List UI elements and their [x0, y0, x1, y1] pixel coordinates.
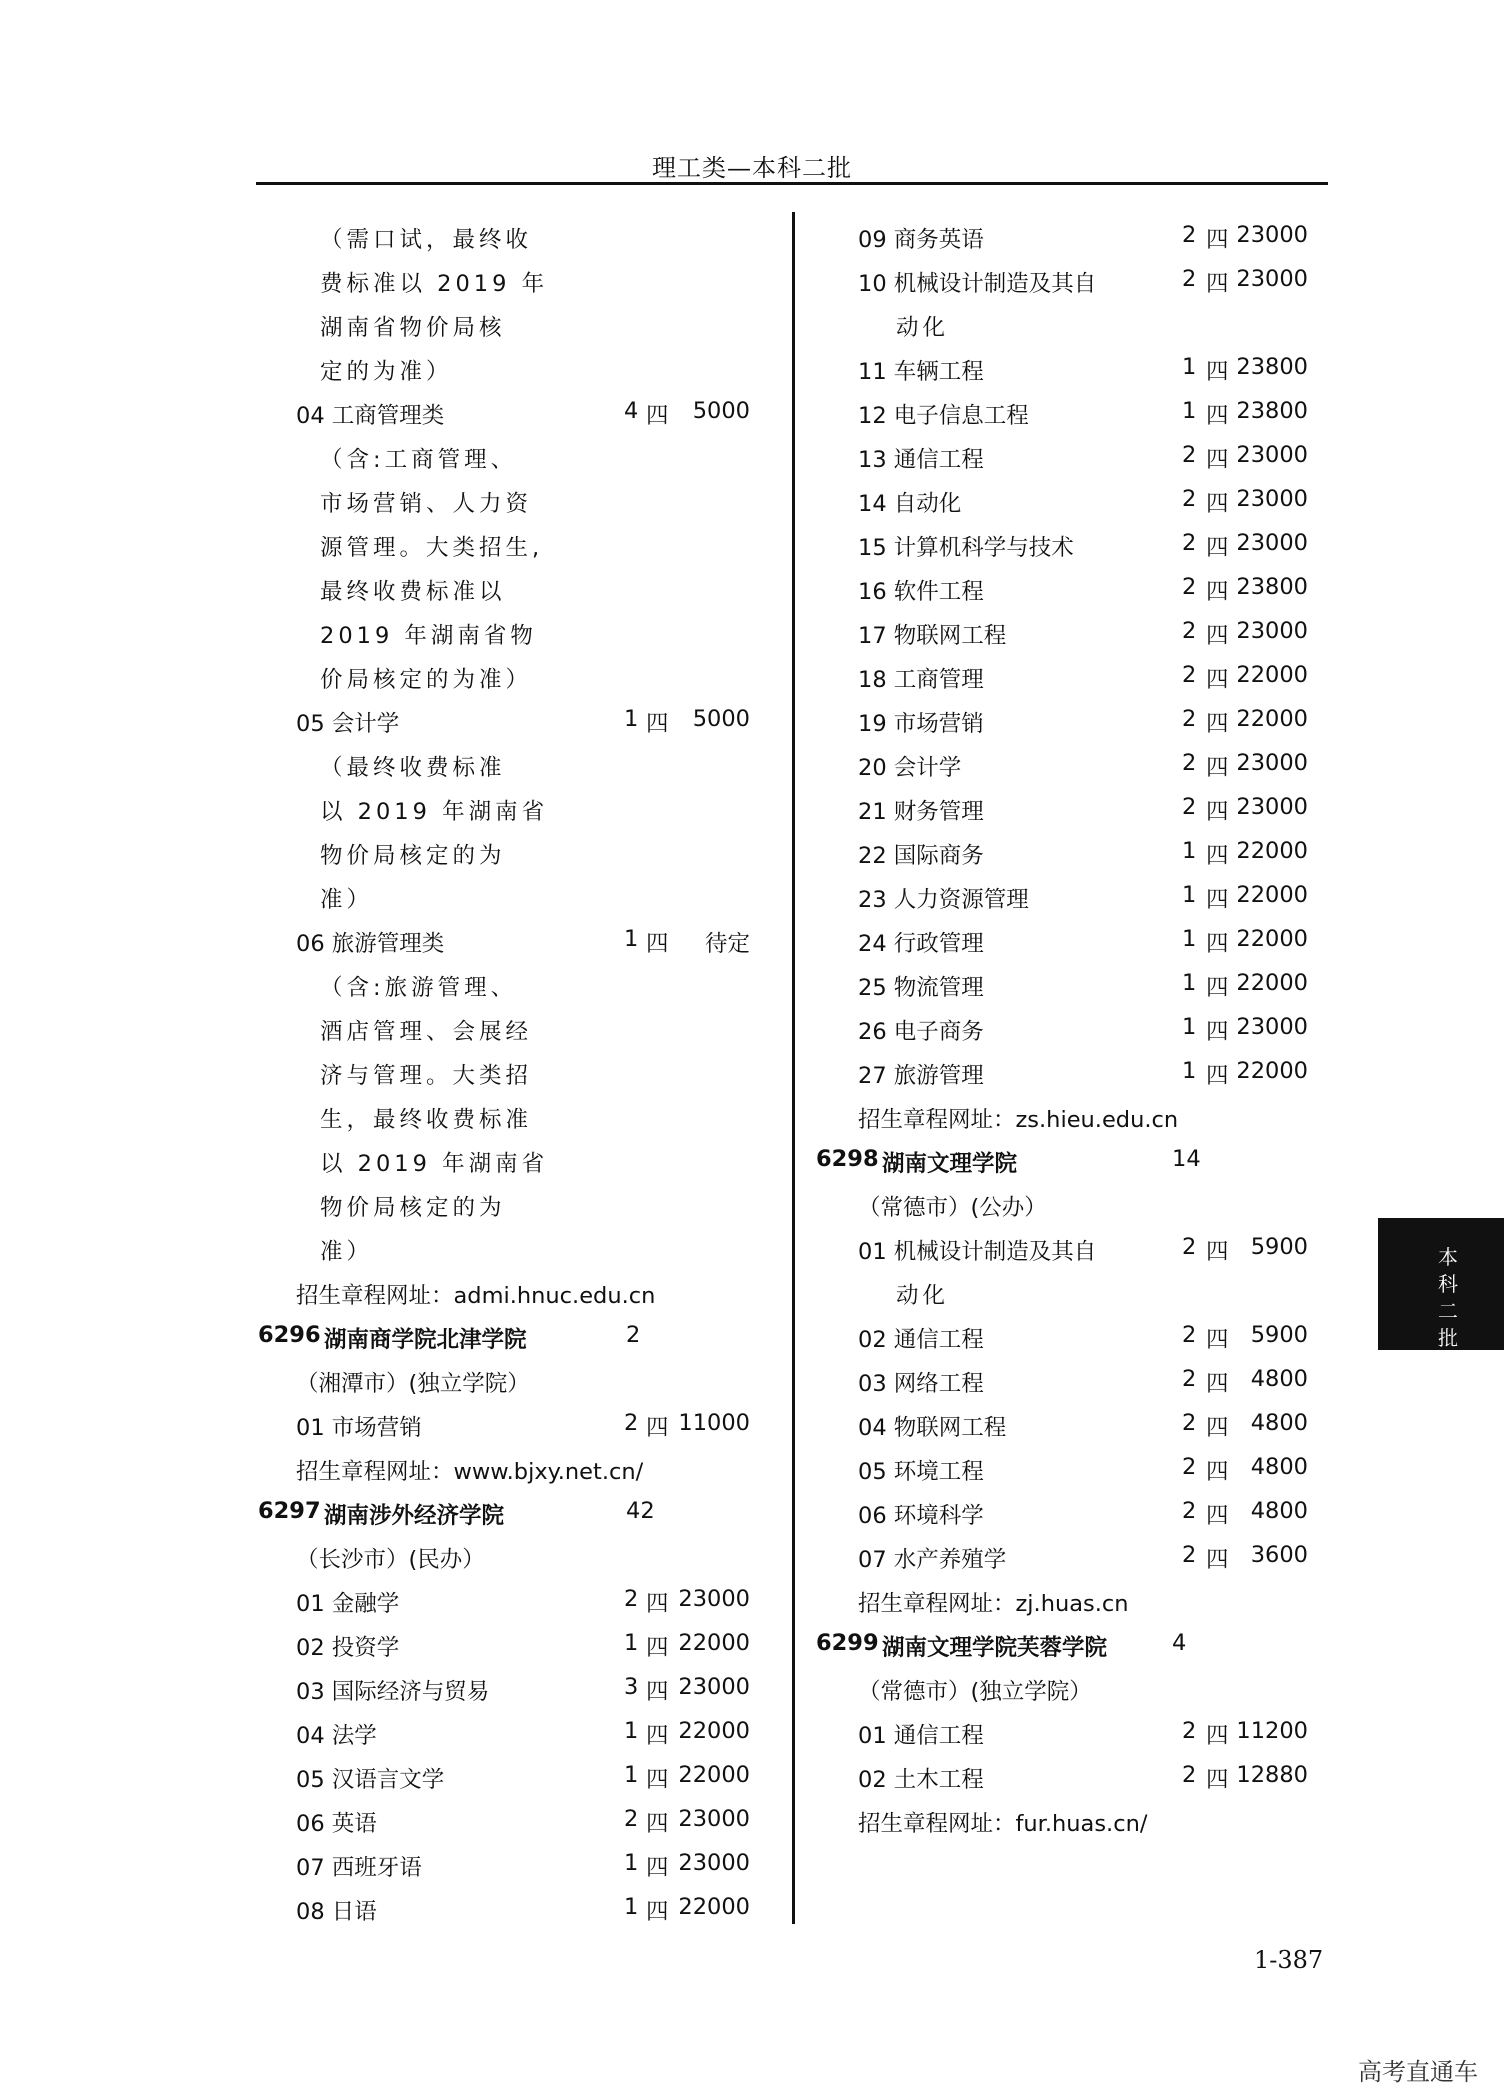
plan-count: 2: [1182, 1410, 1197, 1436]
major-name: 01 机械设计制造及其自: [858, 1239, 1097, 1265]
tuition-fee: 23000: [1236, 618, 1308, 644]
major-row: [818, 1708, 1318, 1752]
note-text: （需口试，最终收: [320, 227, 533, 253]
study-years: 四: [1206, 887, 1229, 913]
major-row: [258, 1708, 758, 1752]
study-years: 四: [1206, 227, 1229, 253]
plan-count: 1: [1182, 354, 1197, 380]
side-tab-label: 本科二批: [1438, 1245, 1458, 1350]
note-text: 定的为准）: [320, 359, 453, 385]
major-name: 12 电子信息工程: [858, 403, 1029, 429]
college-name: 湖南文理学院: [882, 1151, 1018, 1177]
major-name: 01 通信工程: [858, 1723, 984, 1749]
note-text: 以 2019 年湖南省: [320, 799, 549, 825]
text-row: [818, 1180, 1318, 1224]
tuition-fee: 22000: [678, 1894, 750, 1920]
major-name: 04 物联网工程: [858, 1415, 1007, 1441]
major-name: 05 会计学: [296, 711, 400, 737]
plan-count: 1: [624, 926, 639, 952]
study-years: 四: [1206, 1723, 1229, 1749]
tuition-fee: 11200: [1236, 1718, 1308, 1744]
tuition-fee: 22000: [1236, 706, 1308, 732]
college-plan-total: 14: [1172, 1146, 1201, 1172]
plan-count: 2: [1182, 618, 1197, 644]
tuition-fee: 23800: [1236, 398, 1308, 424]
major-row: [258, 1620, 758, 1664]
study-years: 四: [1206, 1415, 1229, 1441]
college-code: 6298: [816, 1146, 879, 1172]
major-name: 14 自动化: [858, 491, 962, 517]
note-text: （含:旅游管理、: [320, 975, 518, 1001]
text-row: [258, 652, 758, 696]
plan-count: 1: [624, 1718, 639, 1744]
text-row: [258, 564, 758, 608]
tuition-fee: 待定: [704, 931, 750, 957]
plan-count: 1: [1182, 970, 1197, 996]
text-row: [818, 300, 1318, 344]
major-name: 11 车辆工程: [858, 359, 984, 385]
plan-count: 2: [1182, 1366, 1197, 1392]
study-years: 四: [1206, 1239, 1229, 1265]
tuition-fee: 22000: [678, 1718, 750, 1744]
major-row: [258, 388, 758, 432]
plan-count: 1: [624, 1762, 639, 1788]
tuition-fee: 23800: [1236, 574, 1308, 600]
major-name: 16 软件工程: [858, 579, 984, 605]
major-row: [258, 1400, 758, 1444]
major-name: 04 工商管理类: [296, 403, 445, 429]
study-years: 四: [1206, 931, 1229, 957]
text-row: [258, 1136, 758, 1180]
major-name: 02 投资学: [296, 1635, 400, 1661]
tuition-fee: 22000: [1236, 970, 1308, 996]
note-text: 生，最终收费标准: [320, 1107, 533, 1133]
plan-count: 2: [1182, 706, 1197, 732]
text-row: [258, 784, 758, 828]
study-years: 四: [1206, 1767, 1229, 1793]
text-row: [258, 520, 758, 564]
left-column: [258, 212, 758, 1928]
major-name: 15 计算机科学与技术: [858, 535, 1074, 561]
college-location: （长沙市）(民办）: [296, 1547, 485, 1573]
major-name: 13 通信工程: [858, 447, 984, 473]
text-row: [258, 960, 758, 1004]
study-years: 四: [646, 931, 669, 957]
study-years: 四: [1206, 491, 1229, 517]
major-name: 05 环境工程: [858, 1459, 984, 1485]
tuition-fee: 23000: [1236, 794, 1308, 820]
note-text: 准）: [320, 887, 374, 913]
text-row: [258, 1180, 758, 1224]
college-location: （湘潭市）(独立学院）: [296, 1371, 530, 1397]
text-row: [258, 476, 758, 520]
plan-count: 2: [1182, 530, 1197, 556]
college-location: （常德市）(独立学院）: [858, 1679, 1092, 1705]
plan-count: 2: [1182, 794, 1197, 820]
college-code: 6296: [258, 1322, 321, 1348]
tuition-fee: 23000: [1236, 1014, 1308, 1040]
tuition-fee: 5000: [692, 398, 750, 424]
major-name: 22 国际商务: [858, 843, 984, 869]
study-years: 四: [1206, 623, 1229, 649]
note-text: 物价局核定的为: [320, 1195, 506, 1221]
college-code: 6299: [816, 1630, 879, 1656]
major-name: 04 法学: [296, 1723, 377, 1749]
college-code: 6297: [258, 1498, 321, 1524]
major-row: [818, 212, 1318, 256]
admission-url: 招生章程网址：fur.huas.cn/: [858, 1811, 1148, 1837]
study-years: 四: [646, 1723, 669, 1749]
college-row: [818, 1136, 1318, 1180]
major-name: 17 物联网工程: [858, 623, 1007, 649]
note-text: （含:工商管理、: [320, 447, 518, 473]
major-row: [818, 388, 1318, 432]
plan-count: 2: [624, 1806, 639, 1832]
major-name: 02 通信工程: [858, 1327, 984, 1353]
text-row: [818, 1268, 1318, 1312]
text-row: [258, 344, 758, 388]
tuition-fee: 4800: [1250, 1454, 1308, 1480]
tuition-fee: 23800: [1236, 354, 1308, 380]
study-years: 四: [646, 1855, 669, 1881]
tuition-fee: 23000: [678, 1674, 750, 1700]
text-row: [258, 740, 758, 784]
major-name: 06 环境科学: [858, 1503, 984, 1529]
column-divider: [792, 212, 795, 1924]
study-years: 四: [646, 1767, 669, 1793]
plan-count: 2: [1182, 486, 1197, 512]
study-years: 四: [1206, 667, 1229, 693]
major-row: [818, 344, 1318, 388]
text-row: [818, 1796, 1318, 1840]
tuition-fee: 22000: [1236, 662, 1308, 688]
major-name: 02 土木工程: [858, 1767, 984, 1793]
major-name: 24 行政管理: [858, 931, 984, 957]
major-name: 08 日语: [296, 1899, 377, 1925]
plan-count: 1: [1182, 926, 1197, 952]
note-text: 动化: [896, 1283, 950, 1309]
study-years: 四: [1206, 1327, 1229, 1353]
side-tab: [1378, 1218, 1504, 1350]
note-text: 动化: [896, 315, 950, 341]
major-name: 09 商务英语: [858, 227, 984, 253]
tuition-fee: 23000: [1236, 750, 1308, 776]
major-row: [818, 696, 1318, 740]
text-row: [818, 1664, 1318, 1708]
text-row: [818, 1576, 1318, 1620]
major-name: 19 市场营销: [858, 711, 984, 737]
text-row: [258, 300, 758, 344]
study-years: 四: [646, 1591, 669, 1617]
plan-count: 1: [1182, 838, 1197, 864]
major-row: [258, 1752, 758, 1796]
major-name: 03 网络工程: [858, 1371, 984, 1397]
major-name: 20 会计学: [858, 755, 962, 781]
admission-url: 招生章程网址：zs.hieu.edu.cn: [858, 1107, 1179, 1133]
college-plan-total: 42: [626, 1498, 655, 1524]
college-name: 湖南商学院北津学院: [324, 1327, 527, 1353]
admission-url: 招生章程网址：www.bjxy.net.cn/: [296, 1459, 644, 1485]
study-years: 四: [646, 1635, 669, 1661]
tuition-fee: 23000: [678, 1850, 750, 1876]
study-years: 四: [646, 1415, 669, 1441]
college-plan-total: 2: [626, 1322, 641, 1348]
major-name: 27 旅游管理: [858, 1063, 984, 1089]
text-row: [258, 828, 758, 872]
watermark: 高考直通车: [1358, 2058, 1478, 2086]
college-plan-total: 4: [1172, 1630, 1187, 1656]
major-row: [818, 1312, 1318, 1356]
tuition-fee: 5000: [692, 706, 750, 732]
text-row: [818, 1092, 1318, 1136]
tuition-fee: 22000: [1236, 926, 1308, 952]
tuition-fee: 4800: [1250, 1498, 1308, 1524]
tuition-fee: 5900: [1250, 1322, 1308, 1348]
college-row: [818, 1620, 1318, 1664]
note-text: 以 2019 年湖南省: [320, 1151, 549, 1177]
tuition-fee: 23000: [1236, 266, 1308, 292]
study-years: 四: [1206, 447, 1229, 473]
tuition-fee: 23000: [1236, 486, 1308, 512]
study-years: 四: [1206, 403, 1229, 429]
plan-count: 2: [1182, 266, 1197, 292]
major-name: 01 市场营销: [296, 1415, 422, 1441]
major-row: [818, 476, 1318, 520]
tuition-fee: 12880: [1236, 1762, 1308, 1788]
plan-count: 1: [1182, 1014, 1197, 1040]
tuition-fee: 4800: [1250, 1366, 1308, 1392]
major-row: [818, 1224, 1318, 1268]
major-row: [818, 432, 1318, 476]
major-row: [818, 1752, 1318, 1796]
tuition-fee: 11000: [678, 1410, 750, 1436]
major-row: [818, 784, 1318, 828]
note-text: 源管理。大类招生,: [320, 535, 544, 561]
tuition-fee: 23000: [1236, 222, 1308, 248]
study-years: 四: [1206, 711, 1229, 737]
major-name: 01 金融学: [296, 1591, 400, 1617]
tuition-fee: 23000: [678, 1586, 750, 1612]
plan-count: 1: [624, 1850, 639, 1876]
note-text: 市场营销、人力资: [320, 491, 533, 517]
tuition-fee: 23000: [678, 1806, 750, 1832]
plan-count: 2: [624, 1586, 639, 1612]
text-row: [258, 1092, 758, 1136]
tuition-fee: 22000: [1236, 882, 1308, 908]
major-row: [818, 872, 1318, 916]
major-name: 25 物流管理: [858, 975, 984, 1001]
note-text: 最终收费标准以: [320, 579, 506, 605]
college-location: （常德市）(公办）: [858, 1195, 1047, 1221]
major-name: 18 工商管理: [858, 667, 984, 693]
plan-count: 2: [1182, 1718, 1197, 1744]
major-row: [258, 1576, 758, 1620]
tuition-fee: 23000: [1236, 442, 1308, 468]
major-name: 21 财务管理: [858, 799, 984, 825]
text-row: [258, 256, 758, 300]
plan-count: 2: [1182, 1542, 1197, 1568]
study-years: 四: [1206, 579, 1229, 605]
note-text: 酒店管理、会展经: [320, 1019, 533, 1045]
plan-count: 1: [624, 706, 639, 732]
major-row: [818, 740, 1318, 784]
study-years: 四: [1206, 1019, 1229, 1045]
major-row: [258, 1796, 758, 1840]
plan-count: 2: [1182, 1322, 1197, 1348]
study-years: 四: [646, 711, 669, 737]
major-name: 23 人力资源管理: [858, 887, 1029, 913]
major-row: [258, 1840, 758, 1884]
tuition-fee: 3600: [1250, 1542, 1308, 1568]
note-text: 2019 年湖南省物: [320, 623, 537, 649]
admission-url: 招生章程网址：zj.huas.cn: [858, 1591, 1129, 1617]
study-years: 四: [1206, 975, 1229, 1001]
plan-count: 2: [1182, 222, 1197, 248]
text-row: [258, 432, 758, 476]
text-row: [258, 1444, 758, 1488]
page-number: 1-387: [1254, 1946, 1324, 1974]
major-row: [818, 828, 1318, 872]
major-row: [818, 1400, 1318, 1444]
major-row: [258, 696, 758, 740]
tuition-fee: 22000: [678, 1762, 750, 1788]
study-years: 四: [1206, 1459, 1229, 1485]
study-years: 四: [646, 1811, 669, 1837]
study-years: 四: [646, 1899, 669, 1925]
text-row: [258, 1532, 758, 1576]
text-row: [258, 872, 758, 916]
plan-count: 2: [1182, 442, 1197, 468]
study-years: 四: [1206, 799, 1229, 825]
text-row: [258, 1356, 758, 1400]
plan-count: 2: [1182, 1762, 1197, 1788]
major-row: [818, 520, 1318, 564]
plan-count: 1: [624, 1630, 639, 1656]
plan-count: 1: [1182, 398, 1197, 424]
plan-count: 2: [1182, 574, 1197, 600]
note-text: 价局核定的为准）: [320, 667, 533, 693]
major-row: [258, 1664, 758, 1708]
plan-count: 3: [624, 1674, 639, 1700]
page-header-title: 理工类—本科二批: [652, 154, 852, 182]
major-name: 05 汉语言文学: [296, 1767, 445, 1793]
admission-url: 招生章程网址：admi.hnuc.edu.cn: [296, 1283, 656, 1309]
major-row: [818, 1488, 1318, 1532]
major-row: [818, 916, 1318, 960]
major-row: [258, 1884, 758, 1928]
text-row: [258, 608, 758, 652]
plan-count: 2: [1182, 1234, 1197, 1260]
major-name: 26 电子商务: [858, 1019, 984, 1045]
header-rule: [256, 182, 1328, 185]
study-years: 四: [1206, 1503, 1229, 1529]
college-row: [258, 1488, 758, 1532]
major-row: [818, 652, 1318, 696]
major-row: [258, 916, 758, 960]
text-row: [258, 1048, 758, 1092]
major-row: [818, 1004, 1318, 1048]
note-text: 费标准以 2019 年: [320, 271, 549, 297]
study-years: 四: [1206, 843, 1229, 869]
study-years: 四: [1206, 271, 1229, 297]
tuition-fee: 23000: [1236, 530, 1308, 556]
study-years: 四: [646, 1679, 669, 1705]
right-column: [818, 212, 1318, 1840]
major-row: [818, 256, 1318, 300]
major-name: 07 西班牙语: [296, 1855, 422, 1881]
text-row: [258, 1224, 758, 1268]
college-name: 湖南文理学院芙蓉学院: [882, 1635, 1108, 1661]
study-years: 四: [646, 403, 669, 429]
plan-count: 2: [1182, 1498, 1197, 1524]
major-row: [818, 1532, 1318, 1576]
tuition-fee: 22000: [1236, 1058, 1308, 1084]
plan-count: 1: [624, 1894, 639, 1920]
note-text: 济与管理。大类招: [320, 1063, 533, 1089]
plan-count: 1: [1182, 882, 1197, 908]
major-row: [818, 1048, 1318, 1092]
note-text: 湖南省物价局核: [320, 315, 506, 341]
major-name: 10 机械设计制造及其自: [858, 271, 1097, 297]
major-name: 06 旅游管理类: [296, 931, 445, 957]
text-row: [258, 1004, 758, 1048]
plan-count: 2: [1182, 1454, 1197, 1480]
text-row: [258, 1268, 758, 1312]
college-name: 湖南涉外经济学院: [324, 1503, 505, 1529]
tuition-fee: 5900: [1250, 1234, 1308, 1260]
study-years: 四: [1206, 1063, 1229, 1089]
tuition-fee: 22000: [678, 1630, 750, 1656]
study-years: 四: [1206, 359, 1229, 385]
major-row: [818, 608, 1318, 652]
major-name: 07 水产养殖学: [858, 1547, 1007, 1573]
major-row: [818, 1444, 1318, 1488]
study-years: 四: [1206, 1371, 1229, 1397]
major-row: [818, 960, 1318, 1004]
plan-count: 1: [1182, 1058, 1197, 1084]
college-row: [258, 1312, 758, 1356]
major-row: [818, 1356, 1318, 1400]
tuition-fee: 4800: [1250, 1410, 1308, 1436]
text-row: [258, 212, 758, 256]
study-years: 四: [1206, 535, 1229, 561]
tuition-fee: 22000: [1236, 838, 1308, 864]
study-years: 四: [1206, 755, 1229, 781]
plan-count: 2: [624, 1410, 639, 1436]
note-text: 准）: [320, 1239, 374, 1265]
major-name: 03 国际经济与贸易: [296, 1679, 490, 1705]
plan-count: 4: [624, 398, 639, 424]
study-years: 四: [1206, 1547, 1229, 1573]
note-text: （最终收费标准: [320, 755, 506, 781]
major-name: 06 英语: [296, 1811, 377, 1837]
note-text: 物价局核定的为: [320, 843, 506, 869]
plan-count: 2: [1182, 662, 1197, 688]
major-row: [818, 564, 1318, 608]
plan-count: 2: [1182, 750, 1197, 776]
